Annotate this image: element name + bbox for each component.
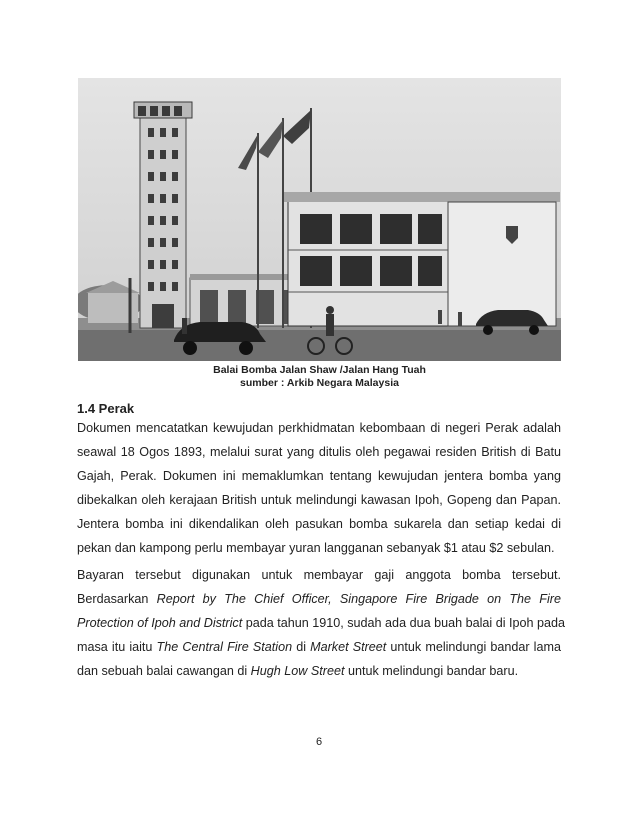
text-run: pada tahun 1910, sudah ada dua buah balai di Ipoh pada bbox=[242, 616, 566, 630]
paragraph-line: Gajah, Perak. Dokumen ini memaklumkan tentang kewujudan jentera bomba yang bbox=[77, 469, 561, 483]
report-title-part2: Protection of Ipoh and District bbox=[77, 616, 243, 630]
paragraph-line: Dokumen mencatatkan kewujudan perkhidmatan kebombaan di negeri Perak adalah bbox=[77, 421, 561, 435]
hugh-low-street: Hugh Low Street bbox=[250, 664, 345, 678]
text-run: Berdasarkan bbox=[77, 592, 157, 606]
market-street: Market Street bbox=[310, 640, 387, 654]
central-fire-station: The Central Fire Station bbox=[156, 640, 293, 654]
paragraph-1 bbox=[77, 416, 561, 560]
report-title-part1: Report by The Chief Officer, Singapore Fire Brigade on The Fire bbox=[156, 592, 561, 606]
paragraph-line bbox=[77, 659, 561, 683]
text-run: untuk melindungi bandar lama bbox=[386, 640, 561, 654]
paragraph-line bbox=[77, 635, 561, 659]
caption-source: sumber : Arkib Negara Malaysia bbox=[240, 377, 399, 389]
text-run: masa itu iaitu bbox=[77, 640, 157, 654]
paragraph-line: pekan dan kampong perlu membayar yuran langganan sebanyak $1 atau $2 sebulan. bbox=[77, 541, 555, 555]
paragraph-line: Bayaran tersebut digunakan untuk membayar gaji anggota bomba tersebut. bbox=[77, 568, 561, 582]
paragraph-2 bbox=[77, 563, 566, 683]
fire-station-photo bbox=[78, 78, 561, 361]
section-heading: 1.4 Perak bbox=[77, 401, 135, 416]
text-run: di bbox=[292, 640, 311, 654]
caption-title: Balai Bomba Jalan Shaw /Jalan Hang Tuah bbox=[213, 364, 426, 376]
text-run: dan sebuah balai cawangan di bbox=[77, 664, 251, 678]
paragraph-line bbox=[77, 611, 566, 635]
text-run: untuk melindungi bandar baru. bbox=[344, 664, 519, 678]
paragraph-line bbox=[77, 587, 561, 611]
photo-caption bbox=[78, 364, 561, 390]
paragraph-line: Jentera bomba ini dikendalikan oleh pasukan bomba sukarela dan setiap kedai di bbox=[77, 517, 561, 531]
paragraph-line: dibekalkan oleh kerajaan British untuk melindungi kawasan Ipoh, Gopeng dan Papan. bbox=[77, 493, 561, 507]
paragraph-line: seawal 18 Ogos 1893, melalui surat yang ditulis oleh pegawai residen British di Batu bbox=[77, 445, 561, 459]
page-number: 6 bbox=[315, 736, 323, 748]
